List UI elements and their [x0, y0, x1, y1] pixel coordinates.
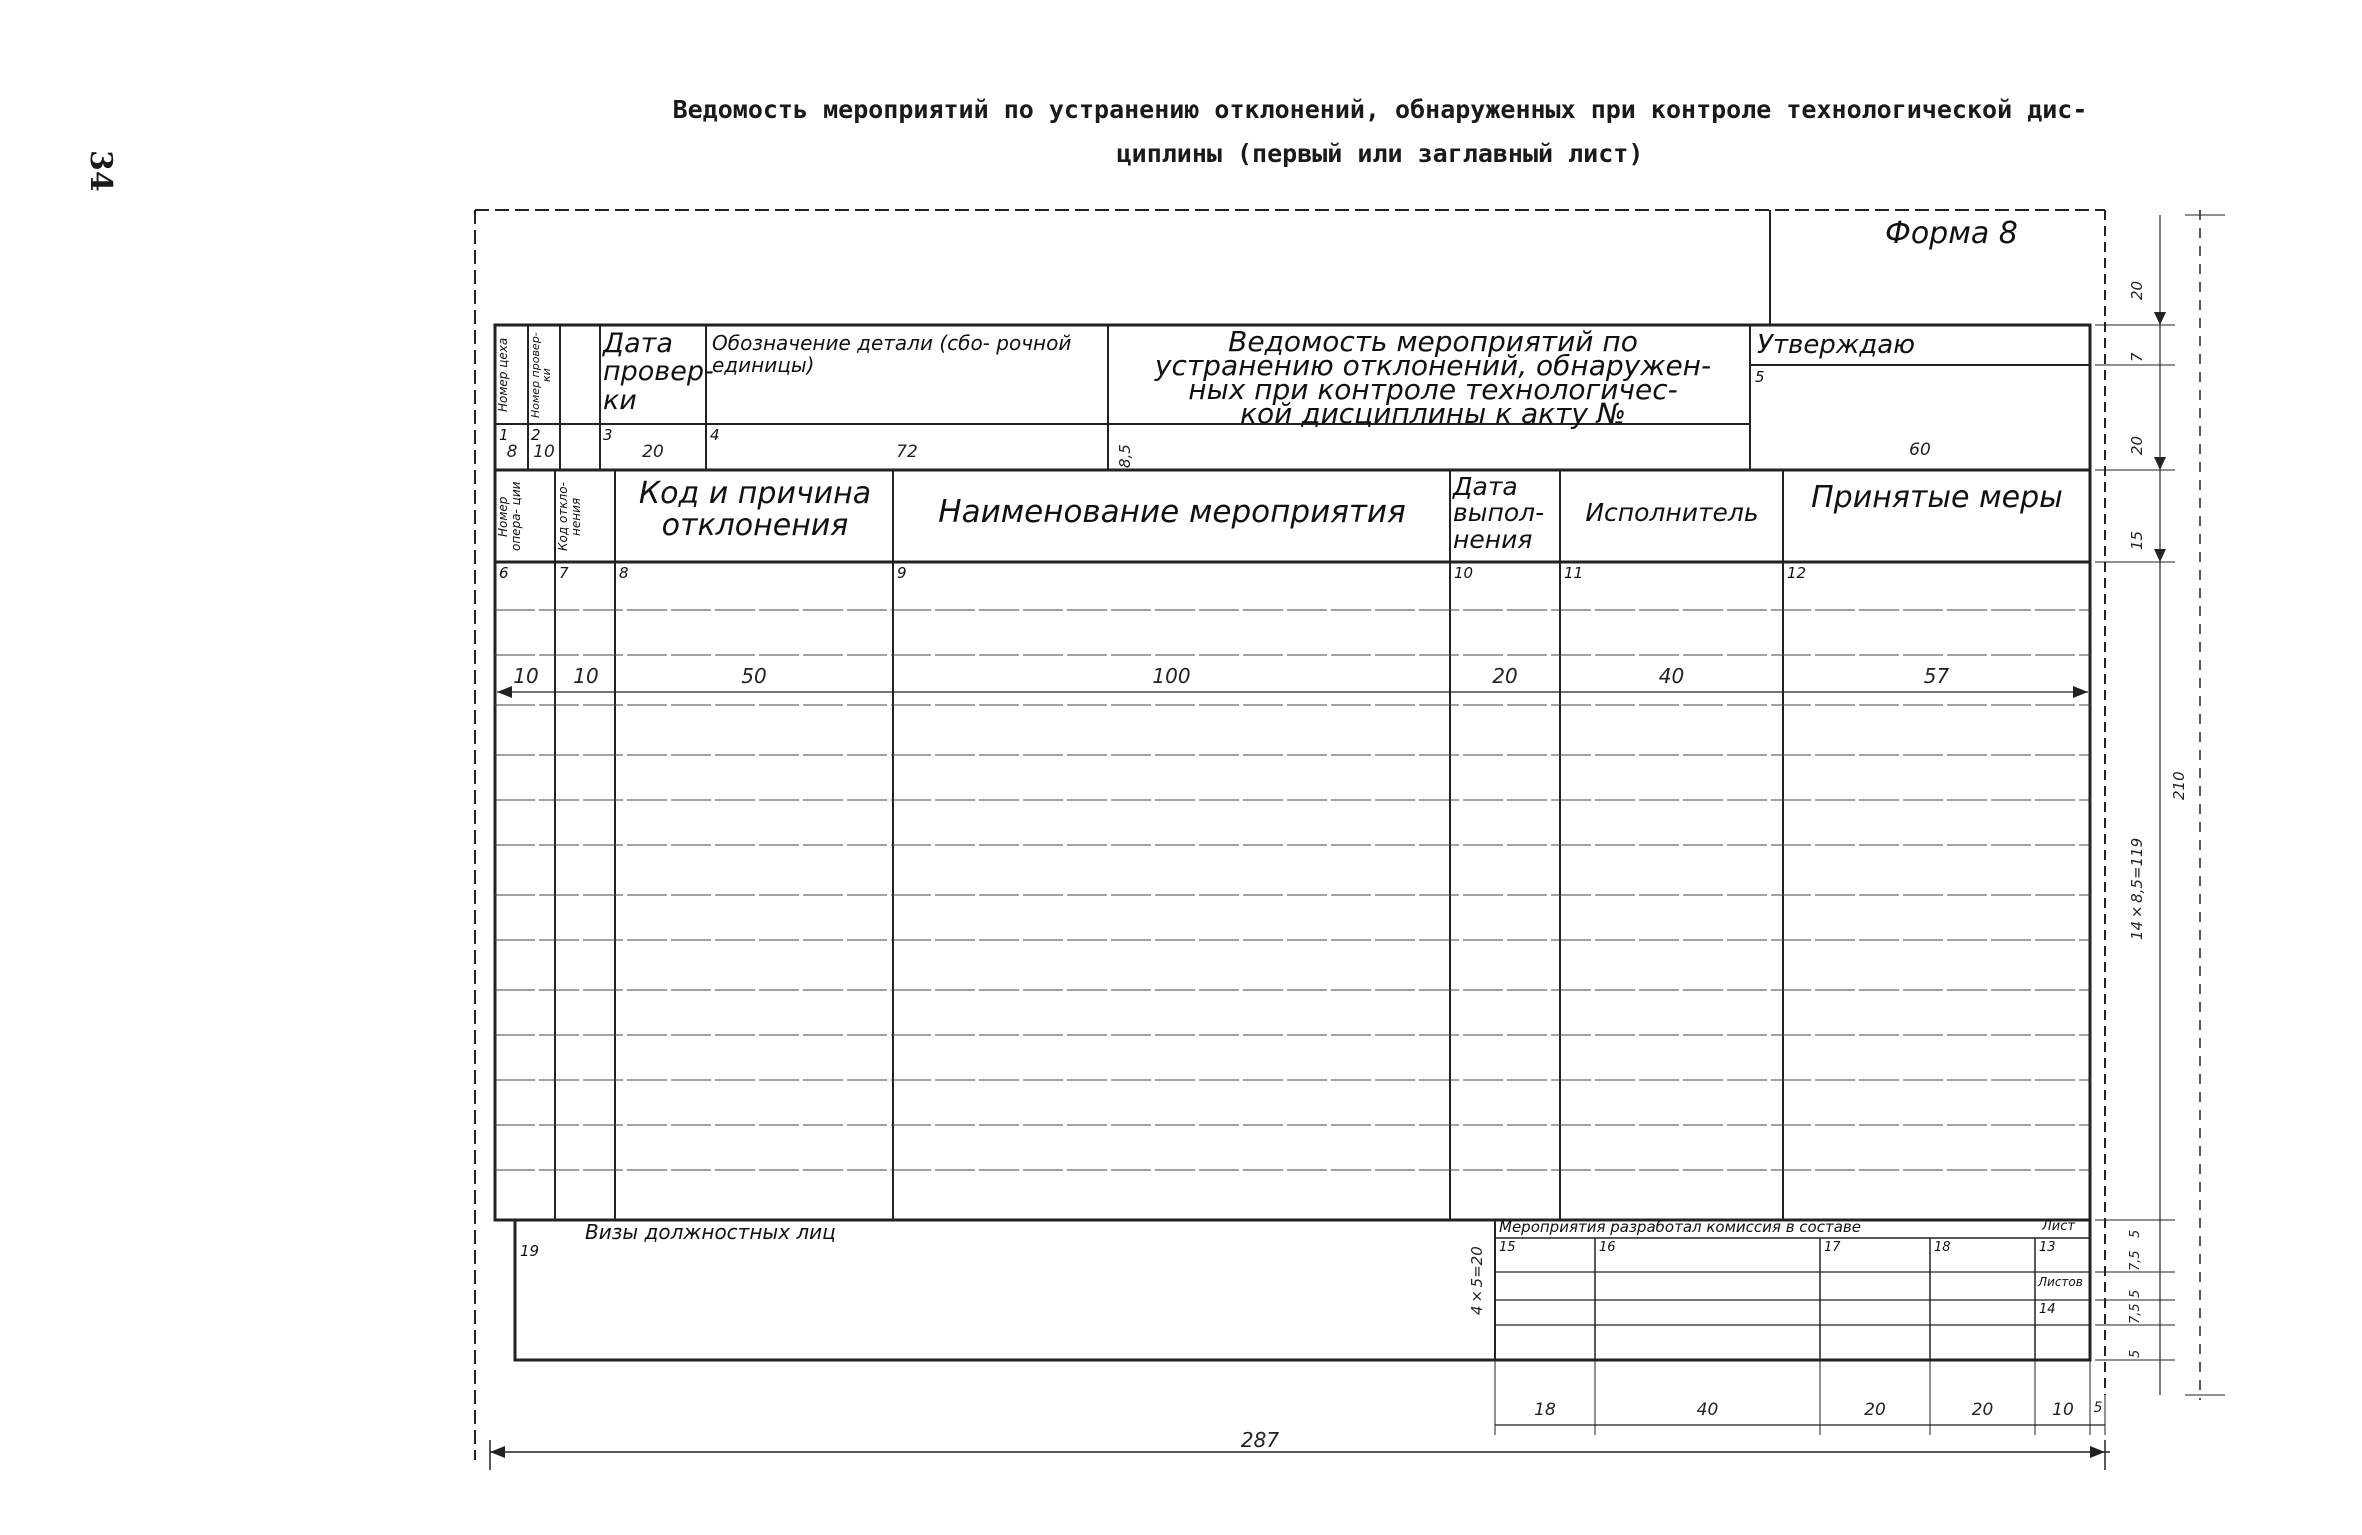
visas-label: Визы должностных лиц [585, 1220, 836, 1244]
header-deviation-code: Код откло- нения [556, 482, 583, 551]
field-num-18: 18 [1934, 1240, 1951, 1255]
center-title-line-4: кой дисциплины к акту № [1240, 397, 1626, 430]
col-num-7: 7 [559, 564, 569, 582]
col-width-7: 10 [573, 664, 599, 688]
col-width-12: 57 [1923, 664, 1950, 688]
dim-total-width: 287 [1240, 1428, 1280, 1452]
approve-label: Утверждаю [1757, 330, 1916, 360]
field-num-17: 17 [1824, 1240, 1841, 1255]
dim-visa-rows: 4×5=20 [1468, 1246, 1486, 1315]
sheet-label: Лист [2042, 1219, 2075, 1234]
page-number: 34 [83, 150, 118, 192]
col-width-9: 100 [1152, 664, 1191, 688]
field-num-5: 5 [1755, 368, 1765, 386]
dim-right-15: 15 [2128, 530, 2146, 550]
col-num-10: 10 [1454, 564, 1474, 582]
col-num-11: 11 [1564, 564, 1584, 582]
field-num-13: 13 [2039, 1240, 2056, 1255]
title-line-1: Ведомость мероприятий по устранению отклонений, обнаруженных при контроле технологической дис- [672, 95, 2088, 124]
dim-right-5a: 5 [2128, 1229, 2143, 1238]
field-num-15: 15 [1499, 1240, 1516, 1255]
field-num-2: 2 [531, 426, 541, 444]
col-width-11: 40 [1658, 664, 1685, 688]
dim-right-5c: 5 [2128, 1349, 2143, 1358]
field-num-3: 3 [603, 426, 613, 444]
dim-right-75a: 7,5 [2128, 1250, 2143, 1271]
center-title-line-1: Ведомость мероприятий по [1228, 325, 1638, 358]
dim-right-5b: 5 [2128, 1289, 2143, 1298]
dim-w-approve: 60 [1909, 440, 1931, 460]
col-num-9: 9 [897, 564, 907, 582]
field-num-19: 19 [520, 1242, 540, 1260]
col-num-12: 12 [1787, 564, 1807, 582]
dim-w15: 18 [1534, 1400, 1556, 1420]
header-measures-taken: Принятые меры [1811, 480, 2063, 515]
center-title-line-2: устранению отклонений, обнаружен- [1154, 349, 1712, 382]
col4-label: Обозначение детали (сбо- рочной единицы) [712, 331, 1072, 377]
col2-label: Номер провер- ки [529, 332, 553, 418]
header-measure-name: Наименование мероприятия [938, 494, 1406, 530]
dim-w2: 10 [533, 442, 555, 462]
form-label: Форма 8 [1885, 216, 2018, 251]
center-title [1118, 325, 1748, 430]
dim-w13: 10 [2052, 1400, 2074, 1420]
dim-right-7: 7 [2128, 352, 2146, 362]
header-completion-date: Дата выпол- нения [1453, 472, 1545, 554]
dim-center-height: 8,5 [1116, 444, 1134, 468]
field-num-4: 4 [710, 426, 720, 444]
dim-right-total: 210 [2170, 771, 2188, 800]
dim-w4: 72 [896, 442, 918, 462]
col-num-6: 6 [499, 564, 509, 582]
dim-right-75b: 7,5 [2128, 1303, 2143, 1324]
dim-right-20a: 20 [2128, 280, 2146, 300]
header-executor: Исполнитель [1585, 498, 1759, 527]
dim-w1: 8 [506, 442, 518, 462]
developed-by-label: Мероприятия разработал комиссия в составе [1499, 1218, 1861, 1236]
col1-label: Номер цеха [496, 337, 510, 413]
dim-w18: 20 [1971, 1400, 1994, 1420]
col-width-10: 20 [1492, 664, 1518, 688]
field-num-16: 16 [1599, 1240, 1616, 1255]
dim-right-20b: 20 [2128, 435, 2146, 455]
sheets-label: Листов [2038, 1275, 2083, 1289]
dim-w17: 20 [1864, 1400, 1886, 1420]
header-code-reason: Код и причина отклонения [638, 476, 872, 543]
col-width-6: 10 [513, 664, 539, 688]
center-title-line-3: ных при контроле технологичес- [1188, 373, 1678, 406]
field-num-14: 14 [2039, 1302, 2056, 1317]
dim-w-edge: 5 [2093, 1400, 2103, 1416]
col-num-8: 8 [619, 564, 629, 582]
header-operation-number: Номер опера- ции [496, 481, 523, 552]
col-width-8: 50 [741, 664, 767, 688]
col3-label: Дата провер- ки [603, 328, 714, 416]
dim-right-rows: 14×8,5=119 [2128, 837, 2146, 940]
dim-w3: 20 [642, 442, 664, 462]
title-line-2: циплины (первый или заглавный лист) [1116, 139, 1644, 168]
field-num-1: 1 [499, 426, 509, 444]
dim-w16: 40 [1696, 1400, 1719, 1420]
